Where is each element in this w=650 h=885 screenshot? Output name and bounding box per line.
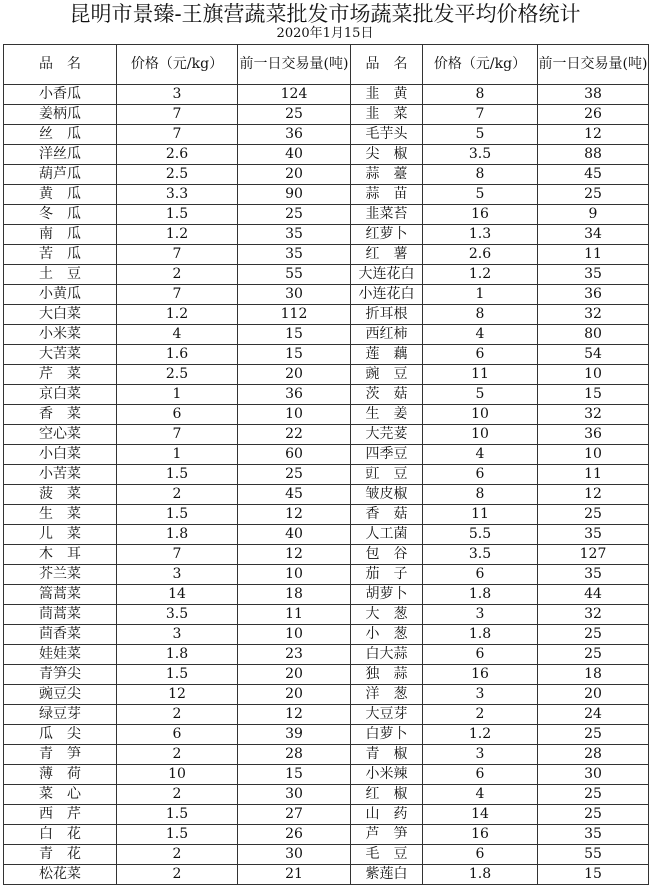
price-left: 1.5 bbox=[117, 205, 238, 225]
volume-left: 23 bbox=[238, 645, 351, 665]
volume-left: 25 bbox=[238, 465, 351, 485]
table-row bbox=[4, 525, 649, 545]
item-name-left: 土 豆 bbox=[4, 265, 117, 285]
item-name-left: 菠 菜 bbox=[4, 485, 117, 505]
price-left: 1.5 bbox=[117, 825, 238, 845]
item-name-left: 小香瓜 bbox=[4, 85, 117, 105]
volume-left: 30 bbox=[238, 845, 351, 865]
price-left: 2 bbox=[117, 485, 238, 505]
item-name-left: 青笋尖 bbox=[4, 665, 117, 685]
table-row bbox=[4, 825, 649, 845]
item-name-right: 大芫荽 bbox=[351, 425, 423, 445]
price-left: 6 bbox=[117, 725, 238, 745]
price-right: 1.2 bbox=[423, 265, 538, 285]
price-right: 3.5 bbox=[423, 145, 538, 165]
price-right: 8 bbox=[423, 485, 538, 505]
table-row bbox=[4, 285, 649, 305]
table-row bbox=[4, 645, 649, 665]
item-name-right: 尖 椒 bbox=[351, 145, 423, 165]
volume-right: 34 bbox=[538, 225, 649, 245]
item-name-right: 韭 黄 bbox=[351, 85, 423, 105]
price-left: 3 bbox=[117, 625, 238, 645]
table-row bbox=[4, 485, 649, 505]
volume-left: 10 bbox=[238, 405, 351, 425]
item-name-right: 毛 豆 bbox=[351, 845, 423, 865]
volume-right: 25 bbox=[538, 505, 649, 525]
price-right: 1.8 bbox=[423, 865, 538, 885]
volume-left: 112 bbox=[238, 305, 351, 325]
item-name-left: 茴香菜 bbox=[4, 625, 117, 645]
item-name-left: 娃娃菜 bbox=[4, 645, 117, 665]
price-left: 1 bbox=[117, 445, 238, 465]
price-left: 2 bbox=[117, 785, 238, 805]
volume-right: 80 bbox=[538, 325, 649, 345]
table-row bbox=[4, 405, 649, 425]
table-row bbox=[4, 225, 649, 245]
item-name-right: 皱皮椒 bbox=[351, 485, 423, 505]
volume-left: 25 bbox=[238, 105, 351, 125]
price-left: 1.5 bbox=[117, 465, 238, 485]
table-row bbox=[4, 245, 649, 265]
item-name-right: 小连花白 bbox=[351, 285, 423, 305]
item-name-left: 洋丝瓜 bbox=[4, 145, 117, 165]
price-right: 16 bbox=[423, 665, 538, 685]
price-left: 2 bbox=[117, 845, 238, 865]
price-right: 4 bbox=[423, 445, 538, 465]
item-name-right: 包 谷 bbox=[351, 545, 423, 565]
volume-left: 124 bbox=[238, 85, 351, 105]
price-right: 2 bbox=[423, 705, 538, 725]
volume-left: 25 bbox=[238, 205, 351, 225]
table-row bbox=[4, 165, 649, 185]
price-right: 10 bbox=[423, 425, 538, 445]
item-name-left: 黄 瓜 bbox=[4, 185, 117, 205]
volume-left: 26 bbox=[238, 825, 351, 845]
item-name-left: 儿 菜 bbox=[4, 525, 117, 545]
price-left: 1.5 bbox=[117, 505, 238, 525]
table-row bbox=[4, 505, 649, 525]
price-left: 2 bbox=[117, 745, 238, 765]
price-left: 1.5 bbox=[117, 665, 238, 685]
price-left: 2.6 bbox=[117, 145, 238, 165]
report-date: 2020年1月15日 bbox=[276, 26, 374, 41]
item-name-right: 青 椒 bbox=[351, 745, 423, 765]
volume-right: 88 bbox=[538, 145, 649, 165]
price-right: 3.5 bbox=[423, 545, 538, 565]
item-name-left: 瓜 尖 bbox=[4, 725, 117, 745]
item-name-left: 木 耳 bbox=[4, 545, 117, 565]
table-row bbox=[4, 845, 649, 865]
price-left: 4 bbox=[117, 325, 238, 345]
price-right: 8 bbox=[423, 165, 538, 185]
table-row bbox=[4, 705, 649, 725]
price-left: 12 bbox=[117, 685, 238, 705]
table-row bbox=[4, 785, 649, 805]
item-name-right: 胡萝卜 bbox=[351, 585, 423, 605]
item-name-right: 折耳根 bbox=[351, 305, 423, 325]
price-right: 1.8 bbox=[423, 625, 538, 645]
price-right: 1.3 bbox=[423, 225, 538, 245]
price-left: 3 bbox=[117, 565, 238, 585]
item-name-left: 豌豆尖 bbox=[4, 685, 117, 705]
item-name-right: 洋 葱 bbox=[351, 685, 423, 705]
volume-right: 10 bbox=[538, 445, 649, 465]
item-name-right: 豌 豆 bbox=[351, 365, 423, 385]
item-name-left: 大白菜 bbox=[4, 305, 117, 325]
item-name-left: 绿豆芽 bbox=[4, 705, 117, 725]
volume-left: 28 bbox=[238, 745, 351, 765]
item-name-right: 四季豆 bbox=[351, 445, 423, 465]
volume-right: 20 bbox=[538, 685, 649, 705]
item-name-right: 人工菌 bbox=[351, 525, 423, 545]
volume-right: 11 bbox=[538, 245, 649, 265]
price-right: 3 bbox=[423, 685, 538, 705]
table-row bbox=[4, 585, 649, 605]
volume-right: 18 bbox=[538, 665, 649, 685]
volume-right: 30 bbox=[538, 765, 649, 785]
price-right: 8 bbox=[423, 305, 538, 325]
price-right: 11 bbox=[423, 505, 538, 525]
volume-right: 55 bbox=[538, 845, 649, 865]
table-row bbox=[4, 385, 649, 405]
price-right: 5 bbox=[423, 385, 538, 405]
volume-left: 10 bbox=[238, 565, 351, 585]
volume-left: 20 bbox=[238, 685, 351, 705]
volume-left: 10 bbox=[238, 625, 351, 645]
price-right: 5 bbox=[423, 125, 538, 145]
table-row bbox=[4, 345, 649, 365]
table-row bbox=[4, 185, 649, 205]
item-name-left: 大苦菜 bbox=[4, 345, 117, 365]
price-right: 11 bbox=[423, 365, 538, 385]
volume-left: 60 bbox=[238, 445, 351, 465]
volume-right: 10 bbox=[538, 365, 649, 385]
price-left: 1 bbox=[117, 385, 238, 405]
price-right: 14 bbox=[423, 805, 538, 825]
price-right: 8 bbox=[423, 85, 538, 105]
table-row bbox=[4, 465, 649, 485]
price-right: 6 bbox=[423, 645, 538, 665]
item-name-left: 西 芹 bbox=[4, 805, 117, 825]
page-title: 昆明市景臻-王旗营蔬菜批发市场蔬菜批发平均价格统计 bbox=[69, 2, 581, 26]
price-left: 2 bbox=[117, 865, 238, 885]
table-row bbox=[4, 805, 649, 825]
table-row bbox=[4, 265, 649, 285]
volume-left: 20 bbox=[238, 665, 351, 685]
item-name-right: 芦 笋 bbox=[351, 825, 423, 845]
volume-left: 35 bbox=[238, 245, 351, 265]
item-name-right: 蒜 薹 bbox=[351, 165, 423, 185]
price-right: 6 bbox=[423, 565, 538, 585]
item-name-left: 葫芦瓜 bbox=[4, 165, 117, 185]
volume-left: 21 bbox=[238, 865, 351, 885]
volume-left: 15 bbox=[238, 325, 351, 345]
item-name-right: 大 葱 bbox=[351, 605, 423, 625]
item-name-right: 西红柿 bbox=[351, 325, 423, 345]
price-right: 6 bbox=[423, 765, 538, 785]
table-row bbox=[4, 325, 649, 345]
volume-right: 54 bbox=[538, 345, 649, 365]
table-row bbox=[4, 105, 649, 125]
item-name-left: 小白菜 bbox=[4, 445, 117, 465]
volume-right: 32 bbox=[538, 605, 649, 625]
volume-right: 35 bbox=[538, 825, 649, 845]
volume-left: 36 bbox=[238, 125, 351, 145]
price-left: 2 bbox=[117, 265, 238, 285]
volume-right: 24 bbox=[538, 705, 649, 725]
price-left: 10 bbox=[117, 765, 238, 785]
price-left: 1.8 bbox=[117, 645, 238, 665]
volume-right: 45 bbox=[538, 165, 649, 185]
table-row bbox=[4, 765, 649, 785]
table-row bbox=[4, 125, 649, 145]
item-name-left: 空心菜 bbox=[4, 425, 117, 445]
volume-right: 28 bbox=[538, 745, 649, 765]
volume-left: 15 bbox=[238, 765, 351, 785]
item-name-right: 香 菇 bbox=[351, 505, 423, 525]
price-right: 16 bbox=[423, 205, 538, 225]
volume-left: 12 bbox=[238, 545, 351, 565]
item-name-right: 韭 菜 bbox=[351, 105, 423, 125]
item-name-right: 红 薯 bbox=[351, 245, 423, 265]
price-left: 2 bbox=[117, 705, 238, 725]
volume-right: 26 bbox=[538, 105, 649, 125]
item-name-left: 生 菜 bbox=[4, 505, 117, 525]
item-name-right: 红 椒 bbox=[351, 785, 423, 805]
item-name-right: 茨 菇 bbox=[351, 385, 423, 405]
table-row bbox=[4, 625, 649, 645]
price-left: 14 bbox=[117, 585, 238, 605]
item-name-right: 小 葱 bbox=[351, 625, 423, 645]
volume-left: 55 bbox=[238, 265, 351, 285]
header-volume-right: 前一日交易量(吨) bbox=[538, 45, 649, 85]
volume-right: 9 bbox=[538, 205, 649, 225]
price-left: 1.6 bbox=[117, 345, 238, 365]
price-right: 3 bbox=[423, 745, 538, 765]
item-name-left: 南 瓜 bbox=[4, 225, 117, 245]
volume-left: 12 bbox=[238, 505, 351, 525]
price-right: 7 bbox=[423, 105, 538, 125]
price-table bbox=[3, 44, 649, 885]
volume-right: 25 bbox=[538, 625, 649, 645]
volume-right: 15 bbox=[538, 865, 649, 885]
volume-left: 27 bbox=[238, 805, 351, 825]
item-name-right: 生 姜 bbox=[351, 405, 423, 425]
item-name-right: 山 药 bbox=[351, 805, 423, 825]
volume-left: 15 bbox=[238, 345, 351, 365]
price-right: 16 bbox=[423, 825, 538, 845]
volume-left: 12 bbox=[238, 705, 351, 725]
volume-right: 12 bbox=[538, 485, 649, 505]
table-row bbox=[4, 85, 649, 105]
item-name-right: 豇 豆 bbox=[351, 465, 423, 485]
volume-right: 44 bbox=[538, 585, 649, 605]
volume-left: 40 bbox=[238, 525, 351, 545]
item-name-right: 茄 子 bbox=[351, 565, 423, 585]
item-name-left: 丝 瓜 bbox=[4, 125, 117, 145]
item-name-right: 紫莲白 bbox=[351, 865, 423, 885]
price-left: 7 bbox=[117, 545, 238, 565]
volume-right: 25 bbox=[538, 185, 649, 205]
item-name-left: 姜柄瓜 bbox=[4, 105, 117, 125]
price-left: 1.5 bbox=[117, 805, 238, 825]
volume-left: 40 bbox=[238, 145, 351, 165]
volume-right: 32 bbox=[538, 405, 649, 425]
price-left: 7 bbox=[117, 105, 238, 125]
item-name-left: 香 菜 bbox=[4, 405, 117, 425]
price-right: 2.6 bbox=[423, 245, 538, 265]
item-name-right: 大连花白 bbox=[351, 265, 423, 285]
volume-right: 36 bbox=[538, 425, 649, 445]
volume-right: 25 bbox=[538, 645, 649, 665]
volume-left: 45 bbox=[238, 485, 351, 505]
table-row bbox=[4, 445, 649, 465]
volume-left: 20 bbox=[238, 165, 351, 185]
item-name-left: 芹 菜 bbox=[4, 365, 117, 385]
item-name-right: 红萝卜 bbox=[351, 225, 423, 245]
item-name-right: 毛芋头 bbox=[351, 125, 423, 145]
volume-right: 36 bbox=[538, 285, 649, 305]
price-left: 2.5 bbox=[117, 165, 238, 185]
item-name-right: 白萝卜 bbox=[351, 725, 423, 745]
table-row bbox=[4, 145, 649, 165]
price-left: 7 bbox=[117, 245, 238, 265]
table-row bbox=[4, 605, 649, 625]
item-name-right: 小米辣 bbox=[351, 765, 423, 785]
price-left: 7 bbox=[117, 425, 238, 445]
item-name-left: 小苦菜 bbox=[4, 465, 117, 485]
item-name-left: 菜 心 bbox=[4, 785, 117, 805]
volume-left: 22 bbox=[238, 425, 351, 445]
volume-left: 11 bbox=[238, 605, 351, 625]
price-right: 5 bbox=[423, 185, 538, 205]
table-row bbox=[4, 205, 649, 225]
volume-left: 30 bbox=[238, 785, 351, 805]
table-header-row bbox=[4, 45, 649, 85]
item-name-right: 大豆芽 bbox=[351, 705, 423, 725]
volume-left: 30 bbox=[238, 285, 351, 305]
item-name-left: 青 花 bbox=[4, 845, 117, 865]
item-name-left: 芥兰菜 bbox=[4, 565, 117, 585]
price-left: 1.2 bbox=[117, 225, 238, 245]
item-name-left: 茼蒿菜 bbox=[4, 605, 117, 625]
price-right: 5.5 bbox=[423, 525, 538, 545]
item-name-left: 篙蒿菜 bbox=[4, 585, 117, 605]
item-name-right: 韭菜苔 bbox=[351, 205, 423, 225]
table-row bbox=[4, 545, 649, 565]
volume-left: 18 bbox=[238, 585, 351, 605]
volume-right: 127 bbox=[538, 545, 649, 565]
item-name-left: 松花菜 bbox=[4, 865, 117, 885]
table-row bbox=[4, 685, 649, 705]
volume-left: 20 bbox=[238, 365, 351, 385]
price-right: 1.2 bbox=[423, 725, 538, 745]
item-name-left: 京白菜 bbox=[4, 385, 117, 405]
volume-right: 32 bbox=[538, 305, 649, 325]
header-name-right: 品 名 bbox=[351, 45, 423, 85]
header-price-left: 价格（元/kg） bbox=[117, 45, 238, 85]
price-left: 7 bbox=[117, 125, 238, 145]
header-volume-left: 前一日交易量(吨) bbox=[238, 45, 351, 85]
volume-right: 35 bbox=[538, 265, 649, 285]
volume-left: 36 bbox=[238, 385, 351, 405]
volume-right: 25 bbox=[538, 725, 649, 745]
table-body bbox=[4, 85, 649, 885]
volume-right: 11 bbox=[538, 465, 649, 485]
volume-right: 38 bbox=[538, 85, 649, 105]
volume-right: 12 bbox=[538, 125, 649, 145]
price-right: 6 bbox=[423, 465, 538, 485]
item-name-right: 莲 藕 bbox=[351, 345, 423, 365]
price-left: 7 bbox=[117, 285, 238, 305]
price-left: 3.3 bbox=[117, 185, 238, 205]
item-name-right: 蒜 苗 bbox=[351, 185, 423, 205]
volume-right: 15 bbox=[538, 385, 649, 405]
price-left: 1.2 bbox=[117, 305, 238, 325]
item-name-left: 苦 瓜 bbox=[4, 245, 117, 265]
table-row bbox=[4, 725, 649, 745]
price-left: 2.5 bbox=[117, 365, 238, 385]
volume-left: 90 bbox=[238, 185, 351, 205]
item-name-right: 白大蒜 bbox=[351, 645, 423, 665]
price-right: 6 bbox=[423, 845, 538, 865]
table-row bbox=[4, 305, 649, 325]
volume-right: 25 bbox=[538, 785, 649, 805]
table-row bbox=[4, 425, 649, 445]
price-left: 1.8 bbox=[117, 525, 238, 545]
table-row bbox=[4, 745, 649, 765]
item-name-left: 薄 荷 bbox=[4, 765, 117, 785]
item-name-left: 小黄瓜 bbox=[4, 285, 117, 305]
price-right: 4 bbox=[423, 325, 538, 345]
volume-left: 39 bbox=[238, 725, 351, 745]
price-left: 6 bbox=[117, 405, 238, 425]
item-name-left: 青 笋 bbox=[4, 745, 117, 765]
item-name-left: 小米菜 bbox=[4, 325, 117, 345]
table-row bbox=[4, 365, 649, 385]
volume-left: 35 bbox=[238, 225, 351, 245]
price-right: 6 bbox=[423, 345, 538, 365]
item-name-left: 冬 瓜 bbox=[4, 205, 117, 225]
price-right: 3 bbox=[423, 605, 538, 625]
table-row bbox=[4, 665, 649, 685]
volume-right: 25 bbox=[538, 805, 649, 825]
price-left: 3 bbox=[117, 85, 238, 105]
item-name-right: 独 蒜 bbox=[351, 665, 423, 685]
volume-right: 35 bbox=[538, 525, 649, 545]
item-name-left: 白 花 bbox=[4, 825, 117, 845]
price-right: 10 bbox=[423, 405, 538, 425]
header-price-right: 价格（元/kg） bbox=[423, 45, 538, 85]
price-left: 3.5 bbox=[117, 605, 238, 625]
price-right: 4 bbox=[423, 785, 538, 805]
volume-right: 35 bbox=[538, 565, 649, 585]
price-right: 1 bbox=[423, 285, 538, 305]
header-name-left: 品 名 bbox=[4, 45, 117, 85]
price-right: 1.8 bbox=[423, 585, 538, 605]
table-row bbox=[4, 565, 649, 585]
